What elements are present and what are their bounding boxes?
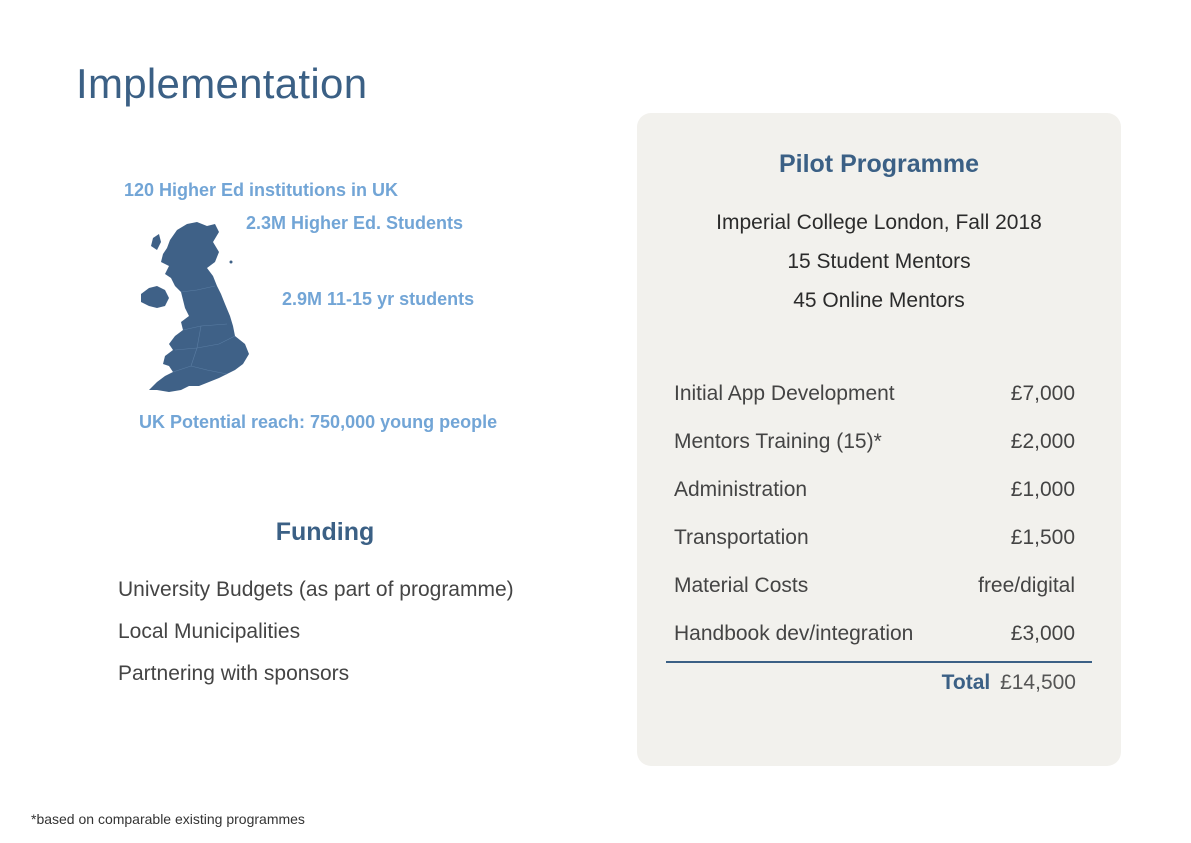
pilot-line: 45 Online Mentors (793, 289, 965, 312)
cost-label: Handbook dev/integration (674, 622, 914, 645)
funding-title: Funding (275, 518, 375, 546)
funding-item: Partnering with sponsors (118, 662, 350, 685)
stat-institutions: 120 Higher Ed institutions in UK (124, 180, 399, 200)
stat-young-students: 2.9M 11-15 yr students (282, 289, 475, 309)
funding-list (118, 574, 514, 700)
total-label: Total (941, 671, 991, 694)
stat-higher-ed-students: 2.3M Higher Ed. Students (246, 213, 464, 233)
pilot-details (637, 206, 1121, 323)
pilot-line: 15 Student Mentors (787, 250, 971, 273)
cost-value: £1,000 (1010, 478, 1075, 501)
cost-row (674, 614, 1075, 662)
cost-label: Transportation (674, 526, 809, 549)
cost-table (674, 374, 1075, 662)
funding-item: Local Municipalities (118, 620, 301, 643)
stat-potential-reach: UK Potential reach: 750,000 young people (139, 412, 498, 432)
cost-value: free/digital (978, 574, 1075, 597)
cost-row (674, 470, 1075, 518)
cost-label: Mentors Training (15)* (674, 430, 882, 453)
total-row (942, 671, 1076, 695)
cost-label: Material Costs (674, 574, 809, 597)
pilot-line: Imperial College London, Fall 2018 (716, 211, 1042, 234)
total-divider (666, 661, 1092, 663)
total-value: £14,500 (1000, 671, 1076, 694)
uk-map-icon (135, 220, 255, 395)
funding-item: University Budgets (as part of programme) (118, 578, 514, 601)
cost-row (674, 374, 1075, 422)
cost-row (674, 518, 1075, 566)
cost-label: Initial App Development (674, 382, 895, 405)
pilot-programme-panel (637, 113, 1121, 766)
cost-value: £7,000 (1010, 382, 1075, 405)
page-title: Implementation (76, 60, 368, 107)
footnote: *based on comparable existing programmes (31, 811, 305, 827)
cost-value: £2,000 (1010, 430, 1075, 453)
cost-value: £1,500 (1010, 526, 1075, 549)
cost-row (674, 422, 1075, 470)
cost-row (674, 566, 1075, 614)
pilot-title: Pilot Programme (778, 150, 980, 178)
cost-label: Administration (674, 478, 808, 501)
cost-value: £3,000 (1010, 622, 1075, 645)
